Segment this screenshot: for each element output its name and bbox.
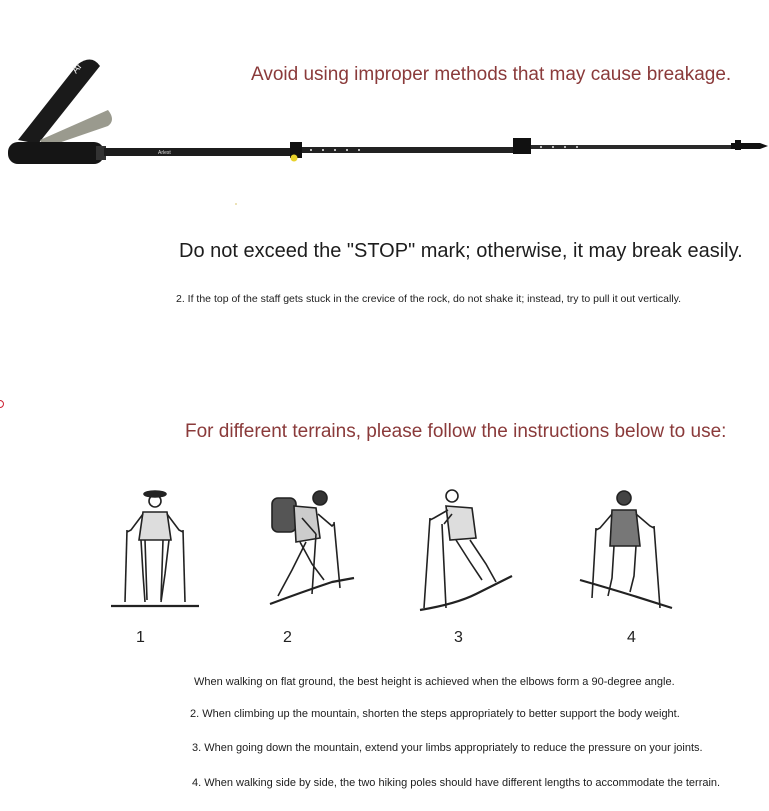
hiker-side-slope-icon (578, 484, 678, 614)
hiker-climbing-up-icon (262, 484, 362, 614)
instruction-4: 4. When walking side by side, the two hiking poles should have different lengths to accommodate the terrain. (192, 777, 721, 789)
figure-number-1: 1 (136, 629, 145, 646)
hiker-flat-ground-icon (105, 484, 205, 614)
figure-number-3: 3 (454, 629, 463, 646)
stuck-note: 2. If the top of the staff gets stuck in the crevice of the rock, do not shake it; instead, try to pull it out vertically. (176, 293, 682, 305)
figure-number-2: 2 (283, 629, 292, 646)
margin-mark (0, 400, 4, 408)
instruction-2: 2. When climbing up the mountain, shorten the steps appropriately to better support the body weight. (190, 708, 680, 720)
hiker-going-down-icon (416, 484, 516, 614)
terrain-heading: For different terrains, please follow the instructions below to use: (185, 421, 727, 442)
trekking-pole-icon (0, 40, 769, 180)
figure-number-4: 4 (627, 629, 636, 646)
strap-label: Ar (69, 61, 85, 76)
instruction-1: When walking on flat ground, the best height is achieved when the elbows form a 90-degree angle. (194, 676, 675, 688)
stop-warning: Do not exceed the "STOP" mark; otherwise, it may break easily. (179, 240, 743, 262)
instruction-3: 3. When going down the mountain, extend your limbs appropriately to reduce the pressure on your joints. (192, 742, 703, 754)
decorative-speck (235, 203, 237, 205)
brand-label: Arlest (158, 150, 171, 156)
warning-title: Avoid using improper methods that may cause breakage. (251, 64, 732, 85)
